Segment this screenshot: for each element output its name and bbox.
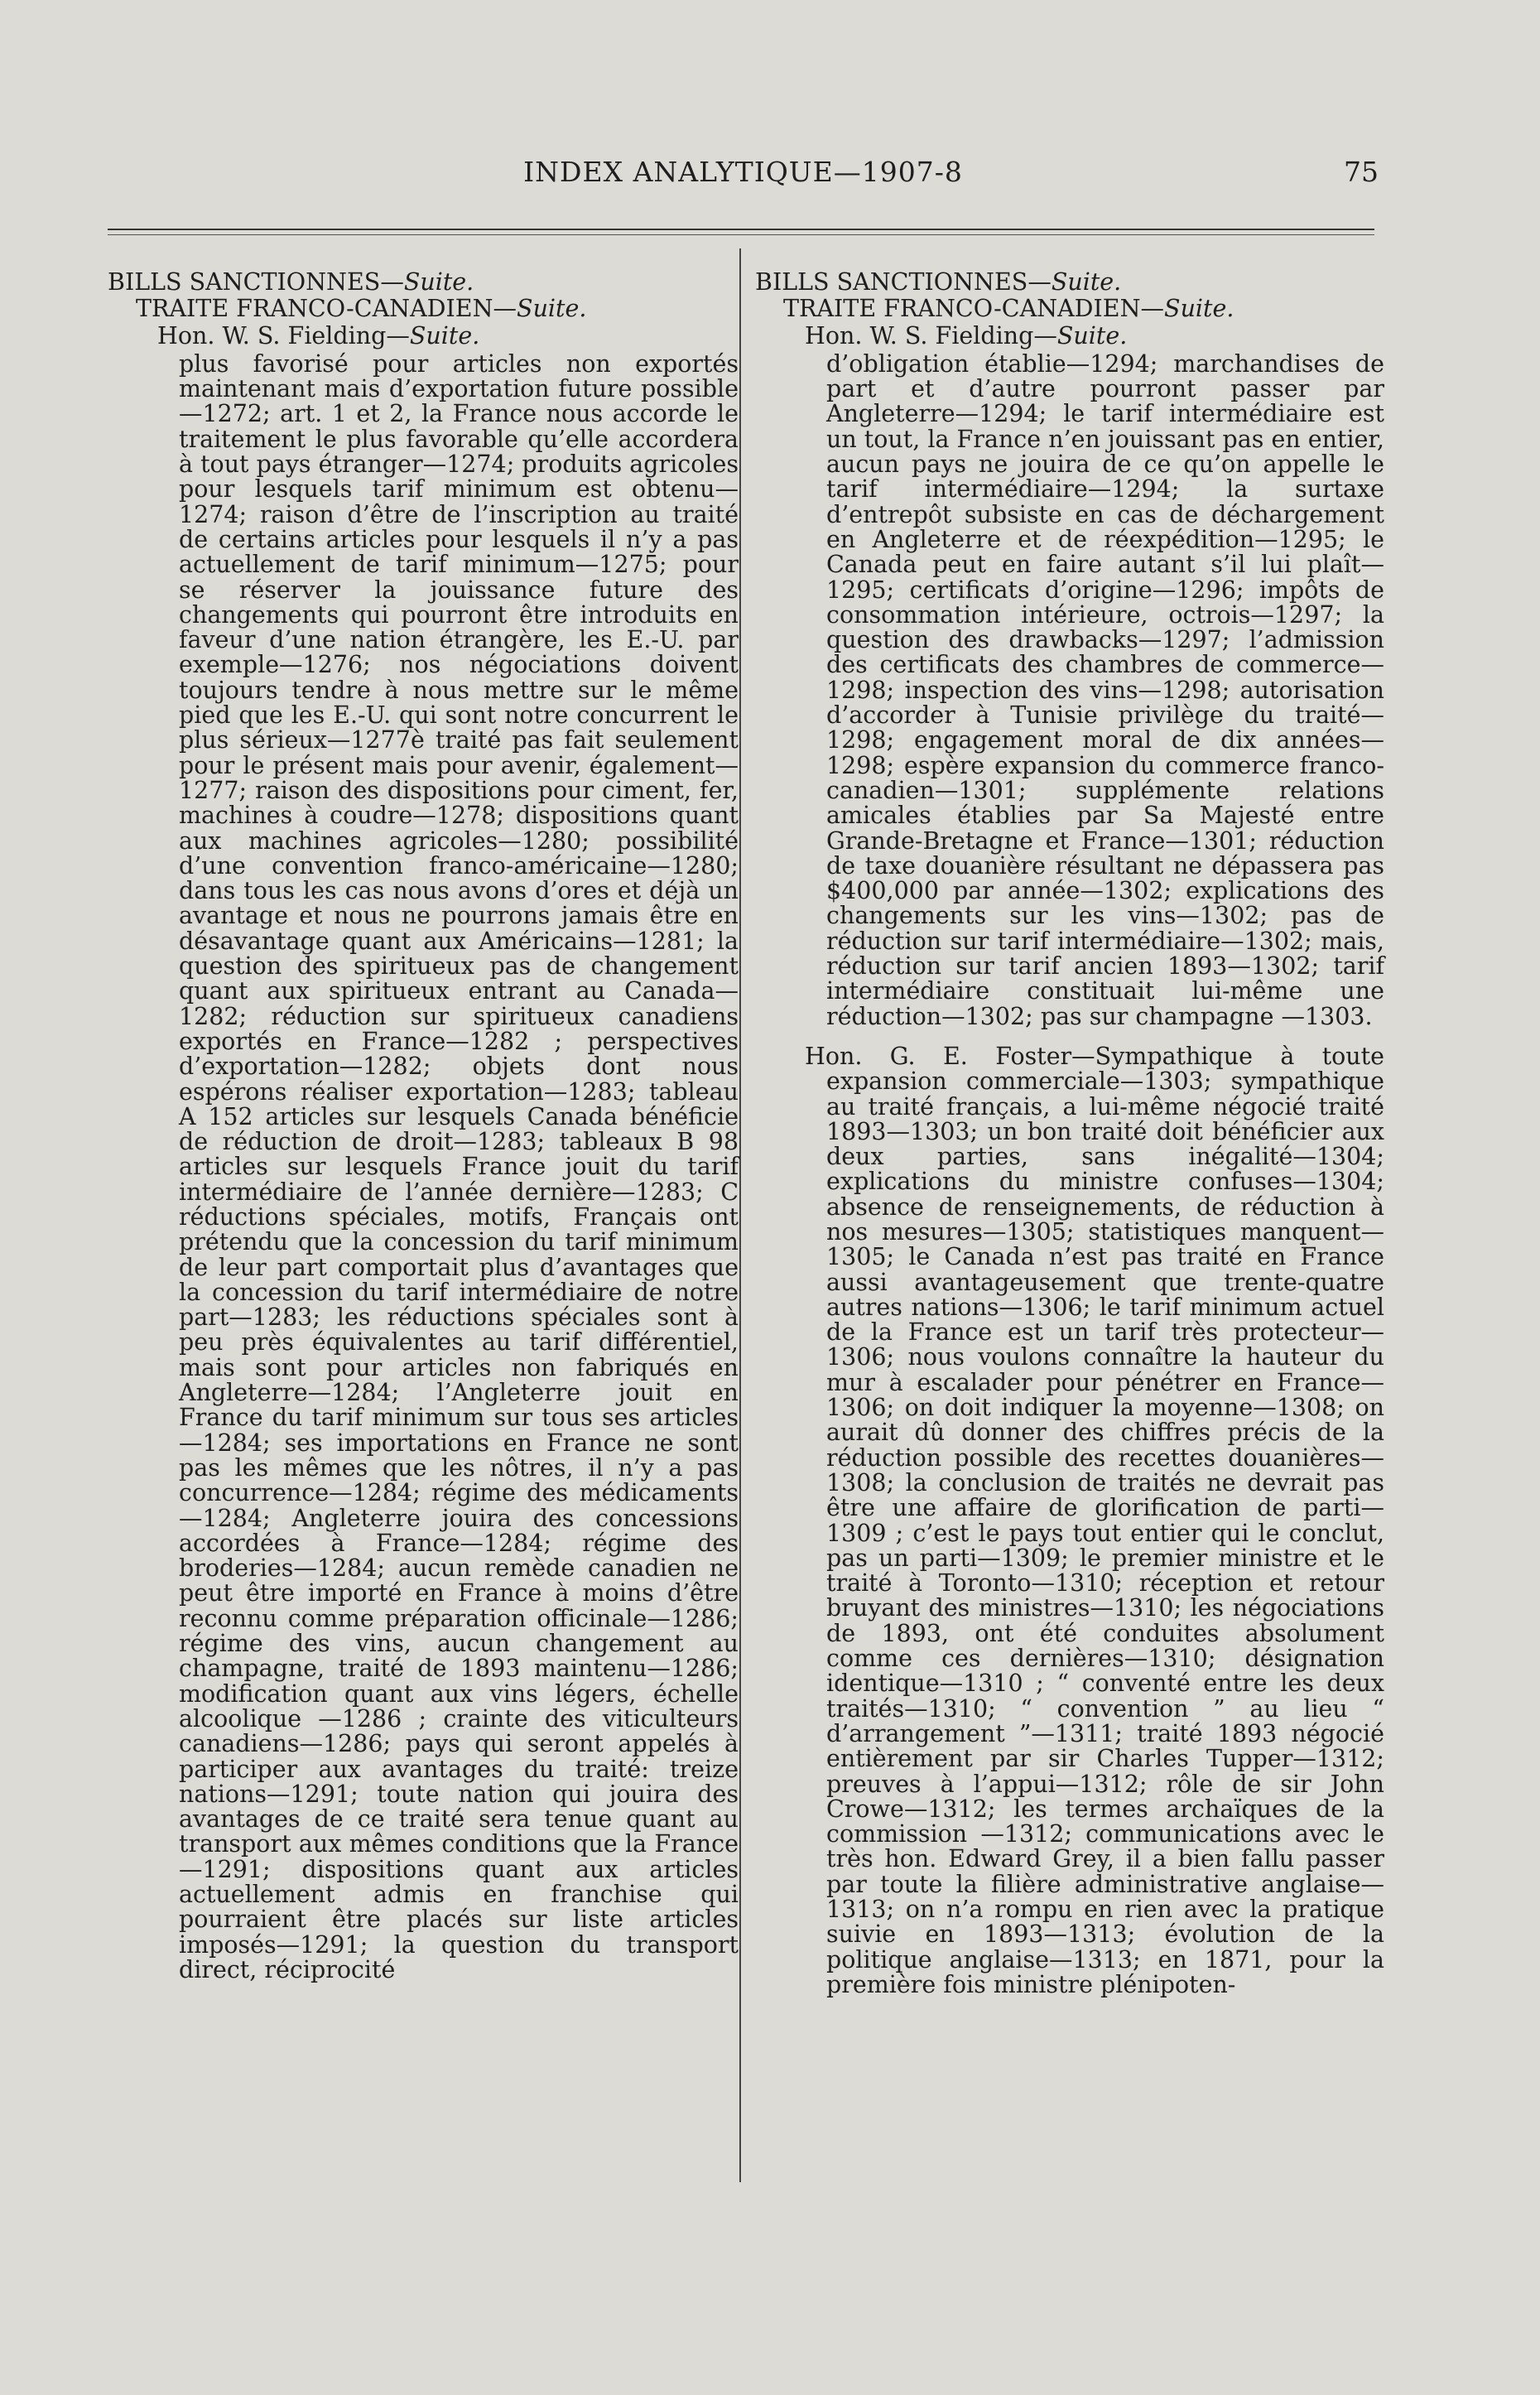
section-heading-text: BILLS SANCTIONNES— bbox=[108, 268, 404, 296]
subsection-heading bbox=[783, 296, 1384, 321]
header-rule-secondary bbox=[108, 234, 1374, 235]
suite-label: Suite. bbox=[1056, 321, 1128, 349]
index-entry-foster: Hon. G. E. Foster—Sympathique à toute expansion commerciale—1303; sympathique au traité français, a lui-même négocié traité 1893—1303; un bon traité doit bénéficier aux deux parties, sans inégalité—1304; explications du ministre confuses—1304; absence de renseignements, de réduction à nos mesures—1305; statistiques manquent—1305; le Canada n’est pas traité en France aussi avantageusement que trente-quatre autres nations—1306; le tarif minimum actuel de la France est un tarif très protecteur—1306; nous voulons connaître la hauteur du mur à escalader pour pénétrer en France—1306; on doit indiquer la moyenne—1308; on aurait dû donner des chiffres précis de la réduction possible des recettes douanières—1308; la conclusion de traités ne devrait pas être une affaire de glorification de parti—1309 ; c’est le pays tout entier qui le conclut, pas un parti—1309; le premier ministre et le traité à Toronto—1310; réception et retour bruyant des ministres—1310; les négociations de 1893, ont été conduites absolument comme ces dernières—1310; désignation identique—1310 ; “ conventé entre les deux traités—1310; “ convention ” au lieu “ d’arrangement ”—1311; traité 1893 négocié entièrement par sir Charles Tupper—1312; preuves à l’appui—1312; rôle de sir John Crowe—1312; les termes archaïques de la commission —1312; communications avec le très hon. Edward Grey, il a bien fallu passer par toute la filière administrative anglaise—1313; on n’a rompu en rien avec la pratique suivie en 1893—1313; évolution de la politique anglaise—1313; en 1871, pour la première fois ministre plénipoten- bbox=[805, 1042, 1384, 1998]
subsection-heading-text: TRAITE FRANCO-CANADIEN— bbox=[136, 295, 517, 323]
speaker-heading bbox=[157, 321, 739, 349]
header-rule bbox=[108, 229, 1374, 230]
right-column bbox=[755, 270, 1384, 1997]
suite-label: Suite. bbox=[403, 268, 474, 296]
index-entry-text: d’obligation établie—1294; marchandises de part et d’autre pourront passer par Angleterre—1294; le tarif intermédiaire est un tout, la France n’en jouissant pas en entier, aucun pays ne jouira de ce qu’on appelle le tarif intermédiaire—1294; la surtaxe d’entrepôt subsiste en cas de déchargement en Angleterre et de réexpédition—1295; le Canada peut en faire autant s’il lui plaît—1295; certificats d’origine—1296; impôts de consommation intérieure, octrois—1297; la question des drawbacks—1297; l’admission des certificats des chambres de commerce—1298; inspection des vins—1298; autorisation d’accorder à Tunisie privilège du traité—1298; engagement moral de dix années—1298; espère expansion du commerce franco-canadien—1301; supplémente relations amicales établies par Sa Majesté entre Grande-Bretagne et France—1301; réduction de taxe douanière résultant ne dépassera pas $400,000 par année—1302; explications des changements sur les vins—1302; pas de réduction sur tarif intermédiaire—1302; mais, réduction sur tarif ancien 1893—1302; tarif intermédiaire constituait lui-même une réduction—1302; pas sur champagne —1303. bbox=[826, 349, 1384, 1030]
page-title: INDEX ANALYTIQUE—1907-8 bbox=[523, 156, 963, 188]
section-heading bbox=[755, 270, 1384, 295]
page-number: 75 bbox=[1344, 156, 1379, 188]
column-divider bbox=[739, 248, 741, 2182]
speaker-heading bbox=[805, 321, 1384, 349]
suite-label: Suite. bbox=[517, 295, 587, 323]
speaker-name: Hon. W. S. Fielding— bbox=[805, 321, 1057, 349]
index-entry-text: plus favorisé pour articles non exportés maintenant mais d’exportation future possible—1272; art. 1 et 2, la France nous accorde le traitement le plus favorable qu’elle accordera à tout pays étranger—1274; produits agricoles pour lesquels tarif minimum est obtenu—1274; raison d’être de l’inscription au traité de certains articles pour lesquels il n’y a pas actuellement de tarif minimum—1275; pour se réserver la jouissance future des changements qui pourront être introduits en faveur d’une nation étrangère, les E.-U. par exemple—1276; nos négociations doivent toujours tendre à nous mettre sur le même pied que les E.-U. qui sont notre concurrent le plus sérieux—1277è traité pas fait seulement pour le présent mais pour avenir, également—1277; raison des dispositions pour ciment, fer, machines à coudre—1278; dispositions quant aux machines agricoles—1280; possibilité d’une convention franco-américaine—1280; dans tous les cas nous avons d’ores et déjà un avantage et nous ne pourrons jamais être en désavantage quant aux Américains—1281; la question des spiritueux pas de changement quant aux spiritueux entrant au Canada—1282; réduction sur spiritueux canadiens exportés en France—1282 ; perspectives d’exportation—1282; objets dont nous espérons réaliser exportation—1283; tableau A 152 articles sur lesquels Canada bénéficie de réduction de droit—1283; tableaux B 98 articles sur lesquels France jouit du tarif intermédiaire de l’année dernière—1283; C réductions spéciales, motifs, Français ont prétendu que la concession du tarif minimum de leur part comportait plus d’avantages que la concession du tarif intermédiaire de notre part—1283; les réductions spéciales sont à peu près équivalentes au tarif différentiel, mais sont pour articles non fabriqués en Angleterre—1284; l’Angleterre jouit en France du tarif minimum sur tous ses articles —1284; ses importations en France ne sont pas les mêmes que les nôtres, il n’y a pas concurrence—1284; régime des médicaments—1284; Angleterre jouira des concessions accordées à France—1284; régime des broderies—1284; aucun remède canadien ne peut être importé en France à moins d’être reconnu comme préparation officinale—1286; régime des vins, aucun changement au champagne, traité de 1893 maintenu—1286; modification quant aux vins légers, échelle alcoolique —1286 ; crainte des viticulteurs canadiens—1286; pays qui seront appelés à participer aux avantages du traité: treize nations—1291; toute nation qui jouira des avantages de ce traité sera tenue quant au transport aux mêmes conditions que la France—1291; dispositions quant aux articles actuellement admis en franchise qui pourraient être placés sur liste articles imposés—1291; la question du transport direct, réciprocité bbox=[179, 349, 739, 1983]
suite-label: Suite. bbox=[1051, 268, 1122, 296]
section-heading bbox=[108, 270, 739, 295]
section-heading-text: BILLS SANCTIONNES— bbox=[755, 268, 1052, 296]
left-column bbox=[108, 270, 739, 1983]
suite-label: Suite. bbox=[409, 321, 480, 349]
suite-label: Suite. bbox=[1164, 295, 1234, 323]
page-header bbox=[108, 156, 1379, 197]
subsection-heading bbox=[136, 296, 739, 321]
speaker-name: Hon. W. S. Fielding— bbox=[157, 321, 410, 349]
subsection-heading-text: TRAITE FRANCO-CANADIEN— bbox=[783, 295, 1165, 323]
